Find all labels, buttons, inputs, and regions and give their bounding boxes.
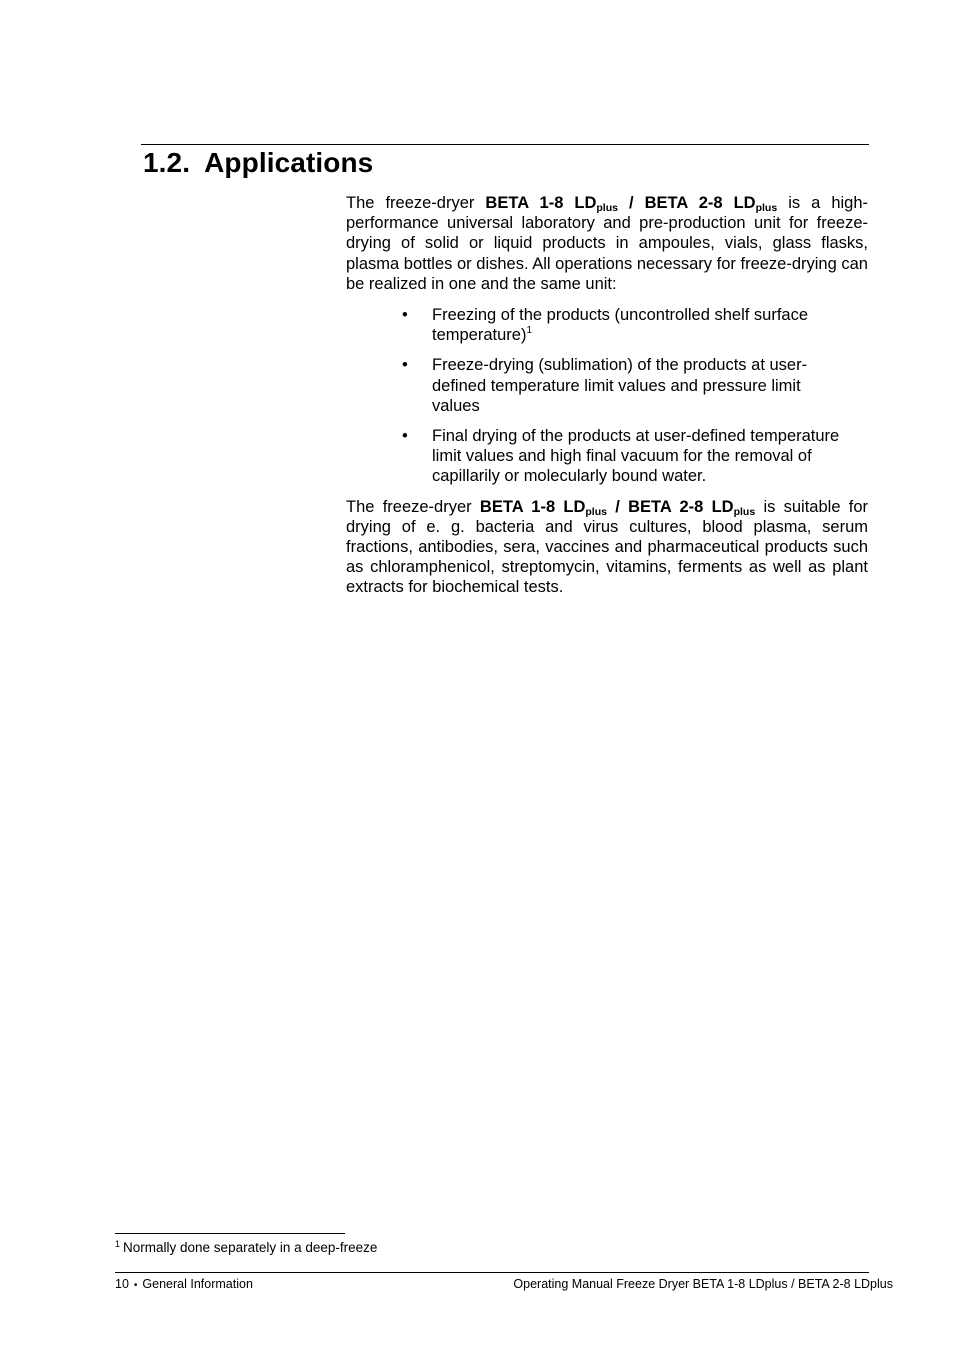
intro-model2-sub: plus xyxy=(755,202,778,214)
footer-chapter: General Information xyxy=(142,1277,253,1291)
footnote xyxy=(115,1239,377,1257)
closing-model1: BETA 1-8 LD xyxy=(479,497,586,516)
bullet-icon: • xyxy=(402,306,408,325)
list-item xyxy=(346,355,868,416)
closing-text-after: is suitable for drying of e. g. bacteria and virus cultures, blood plasma, serum fractions, antibodies, sera, vaccines and pharmaceutical products such as chloramphenicol, streptomycin, vitamins, ferments as well as plant extracts for biochemical tests. xyxy=(346,497,869,597)
list-item-text: Freezing of the products (uncontrolled shelf surface temperature) xyxy=(432,306,809,345)
closing-slash: / xyxy=(606,497,629,516)
operations-list xyxy=(346,305,868,487)
closing-text-before: The freeze-dryer xyxy=(346,497,480,516)
intro-text-after: is a high-performance universal laboratory and pre-production unit for freeze-drying of solid or liquid products in ampoules, vials, glass flasks, plasma bottles or dishes. All operations necessary for freeze-drying can be realized in one and the same unit: xyxy=(346,194,869,293)
page-number: 10 xyxy=(115,1277,129,1291)
closing-model-names xyxy=(480,498,755,516)
footnote-rule xyxy=(115,1233,345,1234)
closing-model2-sub: plus xyxy=(733,505,756,518)
section-body xyxy=(346,193,868,598)
intro-model1: BETA 1-8 LD xyxy=(485,194,597,212)
closing-model2: BETA 2-8 LD xyxy=(628,497,734,516)
section-top-rule xyxy=(141,144,869,145)
intro-paragraph xyxy=(346,193,868,294)
section-number: 1.2. xyxy=(143,147,191,178)
intro-model-names xyxy=(485,194,777,212)
intro-model2: BETA 2-8 LD xyxy=(644,194,756,212)
intro-slash: / xyxy=(617,194,645,212)
intro-model1-sub: plus xyxy=(596,202,618,214)
closing-paragraph xyxy=(346,497,868,598)
footnote-text: Normally done separately in a deep-freeze xyxy=(123,1240,378,1255)
list-item-text: Final drying of the products at user-defined temperature limit values and high final vacuum for the removal of capillarily or molecularly bound water. xyxy=(432,427,840,486)
intro-text-before: The freeze-dryer xyxy=(346,194,486,212)
footer-left xyxy=(115,1276,253,1294)
footer-separator-icon: • xyxy=(133,1280,138,1291)
section-title: Applications xyxy=(204,147,374,178)
section-heading xyxy=(143,146,373,180)
list-item-text: Freeze-drying (sublimation) of the products at user-defined temperature limit values and pressure limit values xyxy=(432,356,808,415)
footer-manual-title: Operating Manual Freeze Dryer BETA 1-8 LDplus / BETA 2-8 LDplus xyxy=(513,1277,893,1291)
footer-rule xyxy=(115,1272,869,1273)
bullet-icon: • xyxy=(402,427,408,446)
list-item xyxy=(346,305,868,345)
list-item xyxy=(346,426,868,487)
footnote-mark: 1 xyxy=(115,1239,121,1249)
bullet-icon: • xyxy=(402,356,408,375)
footnote-ref[interactable]: 1 xyxy=(526,325,533,337)
closing-model1-sub: plus xyxy=(585,505,607,518)
